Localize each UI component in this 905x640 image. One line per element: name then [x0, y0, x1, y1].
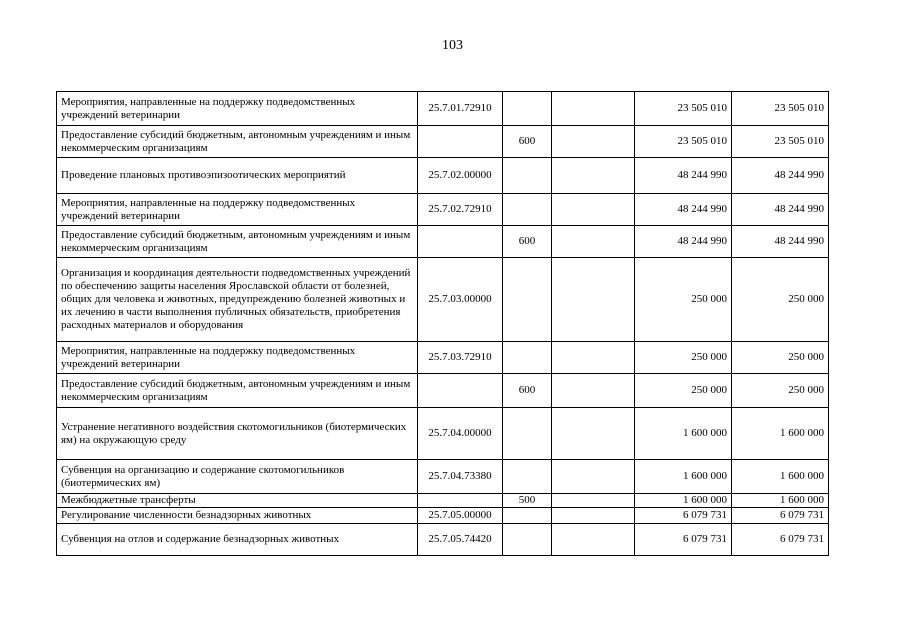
cell-amount-1: 6 079 731: [635, 524, 732, 556]
cell-amount-2: 250 000: [732, 374, 829, 408]
cell-code: 25.7.04.00000: [418, 408, 503, 460]
cell-amount-1: 1 600 000: [635, 408, 732, 460]
cell-amount-2: 48 244 990: [732, 158, 829, 194]
cell-amount-2: 23 505 010: [732, 92, 829, 126]
cell-name: Устранение негативного воздействия скотомогильников (биотермических ям) на окружающую среду: [57, 408, 418, 460]
cell-name: Субвенция на организацию и содержание скотомогильников (биотермических ям): [57, 460, 418, 494]
cell-code: 25.7.01.72910: [418, 92, 503, 126]
cell-blank: [552, 226, 635, 258]
cell-blank: [552, 508, 635, 524]
cell-blank: [552, 374, 635, 408]
budget-table-body: [57, 92, 829, 556]
page-number: 103: [442, 38, 463, 53]
cell-blank: [552, 194, 635, 226]
cell-expense-type: [503, 194, 552, 226]
cell-expense-type: 600: [503, 226, 552, 258]
cell-blank: [552, 92, 635, 126]
cell-amount-2: 48 244 990: [732, 226, 829, 258]
cell-code: [418, 226, 503, 258]
cell-amount-1: 6 079 731: [635, 508, 732, 524]
cell-name: Регулирование численности безнадзорных животных: [57, 508, 418, 524]
cell-code: 25.7.05.00000: [418, 508, 503, 524]
cell-expense-type: [503, 508, 552, 524]
table-row: [57, 258, 829, 342]
cell-name: Предоставление субсидий бюджетным, автономным учреждениям и иным некоммерческим организациям: [57, 226, 418, 258]
cell-blank: [552, 126, 635, 158]
cell-name: Субвенция на отлов и содержание безнадзорных животных: [57, 524, 418, 556]
cell-blank: [552, 460, 635, 494]
cell-code: 25.7.03.72910: [418, 342, 503, 374]
table-row: [57, 194, 829, 226]
cell-expense-type: 600: [503, 126, 552, 158]
cell-name: Предоставление субсидий бюджетным, автономным учреждениям и иным некоммерческим организациям: [57, 126, 418, 158]
table-row: [57, 92, 829, 126]
table-row: [57, 494, 829, 508]
cell-amount-1: 250 000: [635, 342, 732, 374]
cell-amount-1: 48 244 990: [635, 194, 732, 226]
cell-code: 25.7.03.00000: [418, 258, 503, 342]
cell-amount-2: 48 244 990: [732, 194, 829, 226]
cell-name: Мероприятия, направленные на поддержку подведомственных учреждений ветеринарии: [57, 92, 418, 126]
table-row: [57, 126, 829, 158]
cell-amount-2: 6 079 731: [732, 508, 829, 524]
cell-expense-type: 600: [503, 374, 552, 408]
cell-code: 25.7.04.73380: [418, 460, 503, 494]
cell-expense-type: [503, 408, 552, 460]
cell-amount-1: 250 000: [635, 374, 732, 408]
cell-code: 25.7.02.72910: [418, 194, 503, 226]
cell-amount-2: 1 600 000: [732, 460, 829, 494]
cell-name: Организация и координация деятельности подведомственных учреждений по обеспечению защиты населения Ярославской области от болезней, общих для человека и животных, предупреждению болезней животных и их лечению в части выполнения публичных обязательств, приобретения расходных материалов и оборудования: [57, 258, 418, 342]
cell-amount-2: 23 505 010: [732, 126, 829, 158]
cell-amount-2: 6 079 731: [732, 524, 829, 556]
cell-amount-1: 23 505 010: [635, 92, 732, 126]
cell-amount-1: 48 244 990: [635, 226, 732, 258]
table-row: [57, 460, 829, 494]
cell-amount-2: 1 600 000: [732, 408, 829, 460]
cell-amount-1: 48 244 990: [635, 158, 732, 194]
cell-amount-2: 250 000: [732, 258, 829, 342]
cell-blank: [552, 158, 635, 194]
cell-amount-1: 23 505 010: [635, 126, 732, 158]
cell-expense-type: [503, 342, 552, 374]
cell-amount-1: 250 000: [635, 258, 732, 342]
table-row: [57, 342, 829, 374]
cell-blank: [552, 408, 635, 460]
cell-code: 25.7.02.00000: [418, 158, 503, 194]
cell-blank: [552, 524, 635, 556]
cell-expense-type: [503, 460, 552, 494]
budget-table: [56, 91, 829, 556]
cell-amount-1: 1 600 000: [635, 494, 732, 508]
cell-blank: [552, 258, 635, 342]
cell-amount-1: 1 600 000: [635, 460, 732, 494]
cell-blank: [552, 342, 635, 374]
cell-expense-type: [503, 158, 552, 194]
cell-name: Мероприятия, направленные на поддержку подведомственных учреждений ветеринарии: [57, 342, 418, 374]
cell-expense-type: [503, 92, 552, 126]
cell-expense-type: [503, 258, 552, 342]
cell-name: Проведение плановых противоэпизоотических мероприятий: [57, 158, 418, 194]
table-row: [57, 508, 829, 524]
table-row: [57, 158, 829, 194]
table-row: [57, 374, 829, 408]
cell-expense-type: 500: [503, 494, 552, 508]
cell-code: [418, 494, 503, 508]
cell-blank: [552, 494, 635, 508]
cell-amount-2: 250 000: [732, 342, 829, 374]
cell-name: Межбюджетные трансферты: [57, 494, 418, 508]
cell-name: Предоставление субсидий бюджетным, автономным учреждениям и иным некоммерческим организациям: [57, 374, 418, 408]
cell-amount-2: 1 600 000: [732, 494, 829, 508]
cell-expense-type: [503, 524, 552, 556]
cell-code: 25.7.05.74420: [418, 524, 503, 556]
table-row: [57, 226, 829, 258]
cell-name: Мероприятия, направленные на поддержку подведомственных учреждений ветеринарии: [57, 194, 418, 226]
table-row: [57, 408, 829, 460]
cell-code: [418, 126, 503, 158]
table-row: [57, 524, 829, 556]
cell-code: [418, 374, 503, 408]
